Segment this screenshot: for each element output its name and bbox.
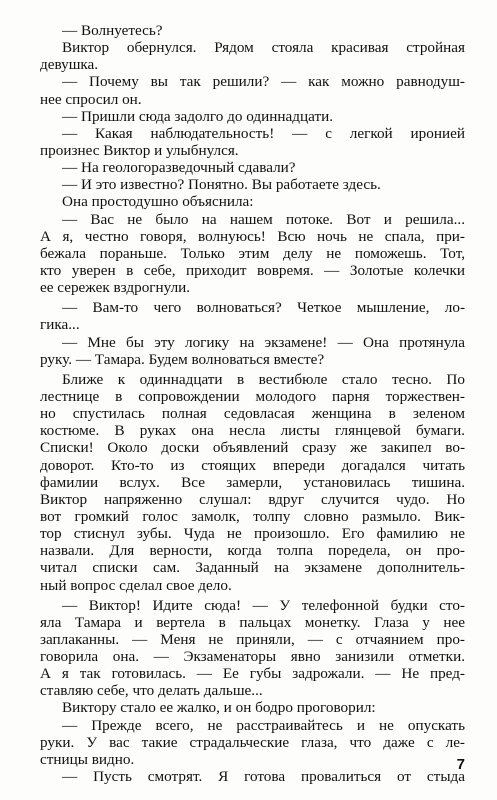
- text-line: ставляю себе, что делать дальше...: [40, 682, 263, 700]
- text-line: произнес Виктор и улыбнулся.: [40, 141, 239, 159]
- text-line: руки. У вас такие страдальческие глаза, что даже с ле-: [40, 733, 465, 751]
- text-line: Виктор напряженно слушал: вдруг случится чудо. Но: [40, 490, 465, 508]
- text-line: ный вопрос сделал свое дело.: [40, 576, 232, 594]
- text-line: — Вам-то чего волноваться? Четкое мышление, ло-: [62, 299, 465, 317]
- text-column: [40, 22, 465, 785]
- text-line: — Мне бы эту логику на экзамене! — Она протянула: [62, 333, 465, 351]
- text-line: — Прежде всего, не расстраивайтесь и не опускать: [62, 716, 465, 734]
- text-line: но спустилась полная седовласая женщина в зеленом: [40, 405, 465, 423]
- text-line: заплаканны. — Меня не приняли, — с отчаянием про-: [40, 630, 465, 648]
- text-line: бежала пораньше. Только этим делу не поможешь. Тот,: [40, 244, 465, 262]
- text-line: Она простодушно объяснила:: [62, 193, 254, 211]
- text-line: — Волнуетесь?: [62, 22, 163, 39]
- text-line: кто уверен в себе, приходит вовремя. — Золотые колечки: [40, 261, 465, 279]
- text-line: руку. — Тамара. Будем волноваться вместе?: [40, 350, 325, 368]
- text-line: — Какая наблюдательность! — с легкой иронией: [62, 124, 465, 142]
- text-line: — Виктор! Идите сюда! — У телефонной будки сто-: [62, 596, 465, 614]
- text-line: А я, честно говоря, волнуюсь! Всю ночь не спала, при-: [40, 227, 465, 245]
- text-line: фамилии вслух. Все замерли, установилась тишина.: [40, 473, 465, 491]
- text-line: нее спросил он.: [40, 90, 142, 108]
- text-line: — Пришли сюда задолго до одиннадцати.: [62, 107, 334, 125]
- text-line: — Почему вы так решили? — как можно равнодуш-: [62, 73, 465, 91]
- text-line: Ближе к одиннадцати в вестибюле стало тесно. По: [62, 370, 465, 388]
- text-line: тор стиснул зубы. Чуда не произошло. Его фамилию не: [40, 525, 465, 543]
- text-line: девушка.: [40, 56, 99, 74]
- text-line: — И это известно? Понятно. Вы работаете здесь.: [62, 176, 381, 194]
- text-line: доворот. Кто-то из стоящих впереди догадался читать: [40, 456, 465, 474]
- text-line: Виктор обернулся. Рядом стояла красивая стройная: [62, 39, 465, 57]
- text-line: гика...: [40, 316, 80, 334]
- text-line: вот громкий голос замолк, толпу словно размыло. Вик-: [40, 507, 465, 525]
- text-line: назвали. Для верности, когда толпа поредела, он про-: [40, 542, 465, 560]
- text-line: — Пусть смотрят. Я готова провалиться от стыда: [62, 768, 465, 786]
- text-line: Виктору стало ее жалко, и он бодро проговорил:: [62, 699, 376, 717]
- text-line: ее сережек вздрогнули.: [40, 279, 191, 297]
- text-line: Списки! Около доски объявлений сразу же закипел во-: [40, 439, 465, 457]
- text-line: костюме. В руках она несла листы глянцевой бумаги.: [40, 422, 465, 440]
- text-line: А я так готовилась. — Ее губы задрожали. — Не пред-: [40, 665, 465, 683]
- text-line: яла Тамара и вертела в пальцах монетку. Глаза у нее: [40, 613, 465, 631]
- text-line: говорила она. — Экзаменаторы явно занизили отметки.: [40, 648, 465, 666]
- text-line: — Вас не было на нашем потоке. Вот и решила...: [62, 210, 465, 228]
- page-number: 7: [456, 756, 465, 773]
- text-line: читал списки сам. Заданный на экзамене дополнитель-: [40, 559, 465, 577]
- text-line: — На геологоразведочный сдавали?: [62, 159, 296, 177]
- text-line: стницы видно.: [40, 750, 135, 768]
- text-line: лестнице в сопровождении молодого парня торжествен-: [40, 387, 465, 405]
